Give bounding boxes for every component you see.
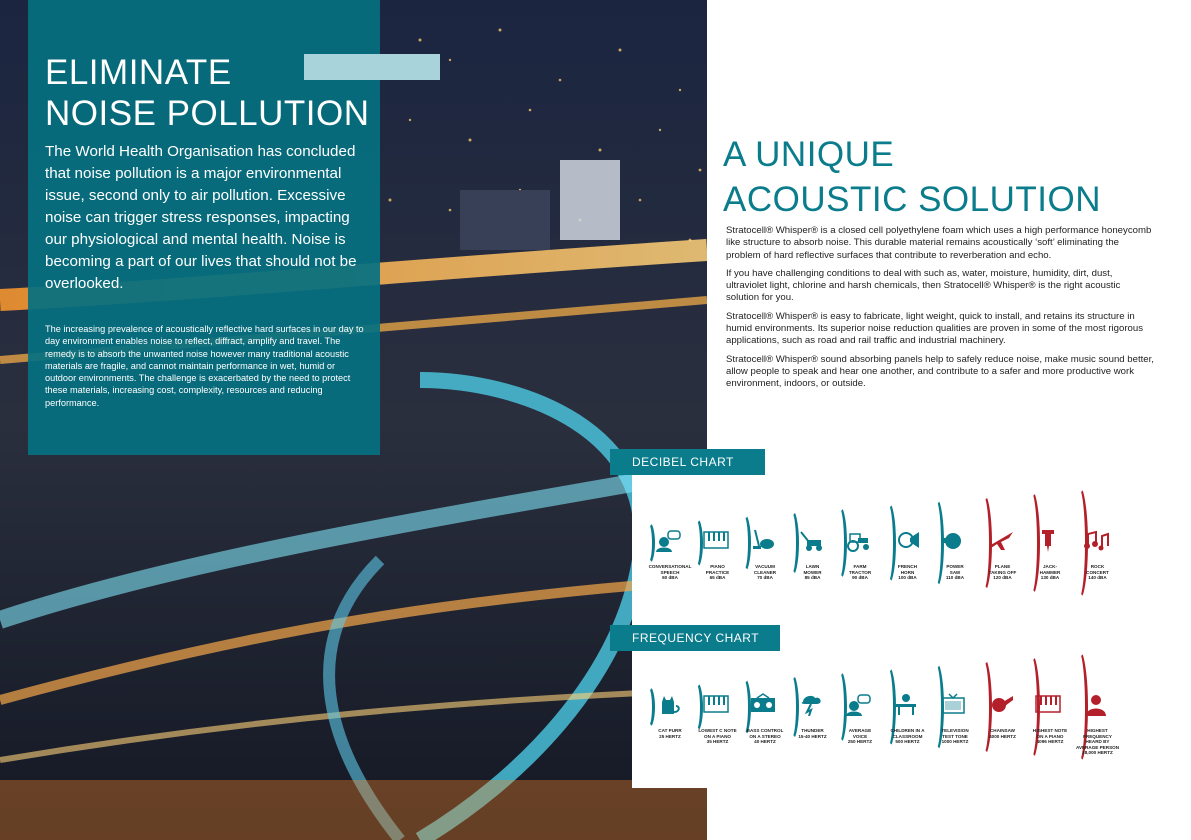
chart-item bbox=[696, 640, 742, 790]
label-line: 40 HERTZ bbox=[754, 739, 776, 745]
label-line: PIANO bbox=[710, 564, 725, 569]
music-icon bbox=[1080, 524, 1112, 556]
chart-item bbox=[981, 640, 1027, 790]
label-line: FREQUENCY bbox=[1083, 733, 1112, 739]
chart-item bbox=[838, 640, 884, 790]
label-line: SPEECH bbox=[660, 569, 680, 575]
speech-icon bbox=[652, 524, 684, 556]
label-line: 4096 HERTZ bbox=[1036, 739, 1064, 745]
right-title bbox=[723, 132, 1101, 222]
label-line: CHILDREN IN A bbox=[890, 728, 925, 733]
label-line: CLASSROOM bbox=[892, 733, 923, 739]
label-line: HAMMER bbox=[1039, 569, 1061, 575]
intro-body: The increasing prevalence of acoustically reflective hard surfaces in our day to day environment enables noise to reflect, diffract, amplify and travel. The remedy is to absorb the unwanted noise however many traditional acoustic materials are fragile, and cannot maintain performance in wet, humid or outdoor environments. The challenge is exacerbated by the need to protect these materials, increasing cost, complexity, resources and reducing performance. bbox=[45, 324, 364, 408]
lawnmower-icon bbox=[795, 524, 827, 556]
label-line: LAWN bbox=[805, 564, 820, 569]
label-line: 130 dBA bbox=[1040, 575, 1060, 581]
chart-item bbox=[743, 476, 789, 626]
chart-item bbox=[1076, 640, 1122, 790]
decibel-chart-title: DECIBEL CHART bbox=[610, 449, 765, 475]
label-line: CONCERT bbox=[1086, 569, 1109, 575]
label-line: ROCK bbox=[1090, 564, 1105, 569]
label-line: HIGHEST bbox=[1087, 728, 1108, 733]
label-line: 120 dBA bbox=[993, 575, 1012, 581]
cat-icon bbox=[652, 688, 684, 720]
label-line: HORN bbox=[900, 569, 915, 575]
frequency-chart-title: FREQUENCY CHART bbox=[610, 625, 780, 651]
right-title-line2: ACOUSTIC SOLUTION bbox=[723, 180, 1101, 219]
label-line: CAT PURR bbox=[658, 728, 682, 733]
label-line: 500 HERTZ bbox=[895, 739, 920, 745]
label-line: 250 HERTZ bbox=[847, 739, 873, 745]
label-line: TAKING OFF bbox=[988, 569, 1017, 575]
label-line: THUNDER bbox=[801, 728, 824, 733]
chart-item bbox=[886, 640, 932, 790]
label-line: VACUUM bbox=[755, 564, 775, 569]
label-line: 90 dBA bbox=[852, 575, 868, 581]
piano-icon bbox=[700, 688, 732, 720]
label-line: AVERAGE bbox=[848, 728, 872, 733]
chart-item-label bbox=[1068, 564, 1128, 581]
chart-item bbox=[791, 476, 837, 626]
chart-item bbox=[648, 640, 694, 790]
label-line: FARM bbox=[853, 564, 867, 569]
intro-lead: The World Health Organisation has concluded that noise pollution is a major environmental issue, second only to air pollution. Excessive noise can trigger stress responses, impacting our physiological and mental health. Noise is becoming a part of our lives that should not be overlooked. bbox=[45, 143, 357, 292]
left-title bbox=[45, 52, 370, 134]
label-line: AVERAGE PERSON bbox=[1075, 744, 1120, 750]
label-line: VOICE bbox=[852, 733, 868, 739]
label-line: 35 HERTZ bbox=[706, 739, 729, 745]
label-line: 70 dBA bbox=[757, 575, 773, 581]
piano-icon bbox=[700, 524, 732, 556]
stereo-icon bbox=[747, 688, 779, 720]
decibel-chart bbox=[648, 476, 1148, 626]
label-line: CLEANER bbox=[753, 569, 777, 575]
label-line: TELEVISION bbox=[941, 728, 969, 733]
frequency-chart bbox=[648, 640, 1148, 790]
label-line: ON A PIANO bbox=[704, 733, 731, 739]
tractor-icon bbox=[842, 524, 874, 556]
label-line: 18,000 HERTZ bbox=[1082, 750, 1113, 756]
label-line: ON A STEREO bbox=[749, 733, 781, 739]
label-line: CHAINSAW bbox=[989, 728, 1015, 733]
speech-icon bbox=[842, 688, 874, 720]
thunder-icon bbox=[795, 688, 827, 720]
chart-item bbox=[1076, 476, 1122, 626]
label-line: LOWEST C NOTE bbox=[698, 728, 737, 733]
right-title-line1: A UNIQUE bbox=[723, 135, 895, 174]
label-line: SAW bbox=[949, 569, 961, 575]
label-line: 25 HERTZ bbox=[659, 733, 681, 739]
chart-item bbox=[838, 476, 884, 626]
chart-item bbox=[1028, 476, 1074, 626]
label-line: POWER bbox=[946, 564, 964, 569]
label-line: CONVERSATIONAL bbox=[648, 564, 692, 569]
label-line: HEARD BY bbox=[1085, 739, 1110, 745]
person-icon bbox=[1080, 688, 1112, 720]
horn-icon bbox=[890, 524, 922, 556]
label-line: 85 dBA bbox=[804, 575, 821, 581]
chart-item-label bbox=[1068, 728, 1128, 756]
label-line: 65 dBA bbox=[709, 575, 726, 581]
paragraph: Stratocell® Whisper® is a closed cell polyethylene foam which uses a high performance honeycomb like structure to absorb noise. This durable material remains acoustically ‘soft’ eliminating the problem of hard reflective surfaces that contribute to reverberation and echo. bbox=[726, 225, 1152, 261]
chart-item bbox=[933, 476, 979, 626]
label-line: 60 dBA bbox=[662, 575, 678, 581]
chart-item bbox=[1028, 640, 1074, 790]
label-line: MOWER bbox=[803, 569, 822, 575]
label-line: 1000 HERTZ bbox=[941, 739, 969, 745]
label-line: TEST TONE bbox=[942, 733, 968, 739]
label-line: 110 dBA bbox=[945, 575, 965, 581]
chart-item bbox=[886, 476, 932, 626]
saw-icon bbox=[937, 524, 969, 556]
jackhammer-icon bbox=[1032, 524, 1064, 556]
chart-item bbox=[648, 476, 694, 626]
label-line: ON A PIANO bbox=[1036, 733, 1064, 739]
label-line: 100 dBA bbox=[898, 575, 917, 581]
left-title-line2: NOISE POLLUTION bbox=[45, 94, 370, 133]
label-line: 4000 HERTZ bbox=[989, 733, 1016, 739]
classroom-icon bbox=[890, 688, 922, 720]
paragraph: If you have challenging conditions to deal with such as, water, moisture, humidity, dirt, dust, ultraviolet light, chlorine and harsh chemicals, then Stratocell® Whisper® is the right acoustic solution for you. bbox=[726, 267, 1121, 304]
label-line: PLANE bbox=[994, 564, 1011, 569]
label-line: BASS CONTROL bbox=[746, 728, 784, 733]
plane-icon bbox=[985, 524, 1017, 556]
piano-icon bbox=[1032, 688, 1064, 720]
label-line: 15-40 HERTZ bbox=[798, 733, 827, 739]
left-title-line1: ELIMINATE bbox=[45, 53, 232, 92]
paragraph: Stratocell® Whisper® is easy to fabricate, light weight, quick to install, and retains its structure in humid environments. Its superior noise reduction qualities are proven in some of the most rigorous applications, such as road and rail traffic and industrial machinery. bbox=[726, 310, 1144, 347]
label-line: JACK- bbox=[1042, 564, 1058, 569]
label-line: HIGHEST NOTE bbox=[1032, 728, 1068, 733]
chart-item bbox=[743, 640, 789, 790]
chart-item bbox=[981, 476, 1027, 626]
tv-icon bbox=[937, 688, 969, 720]
chart-item bbox=[791, 640, 837, 790]
label-line: PRACTICE bbox=[705, 569, 730, 575]
chart-item bbox=[933, 640, 979, 790]
chainsaw-icon bbox=[985, 688, 1017, 720]
paragraph: Stratocell® Whisper® sound absorbing panels help to safely reduce noise, make music sound better, allow people to speak and hear one another, and contribute to a safer and more productive work environment, indoors, or outside. bbox=[726, 353, 1154, 390]
label-line: TRACTOR bbox=[848, 569, 872, 575]
solution-text bbox=[726, 225, 1156, 397]
label-line: FRENCH bbox=[897, 564, 918, 569]
chart-item bbox=[696, 476, 742, 626]
vacuum-icon bbox=[747, 524, 779, 556]
label-line: 140 dBA bbox=[1088, 575, 1107, 581]
